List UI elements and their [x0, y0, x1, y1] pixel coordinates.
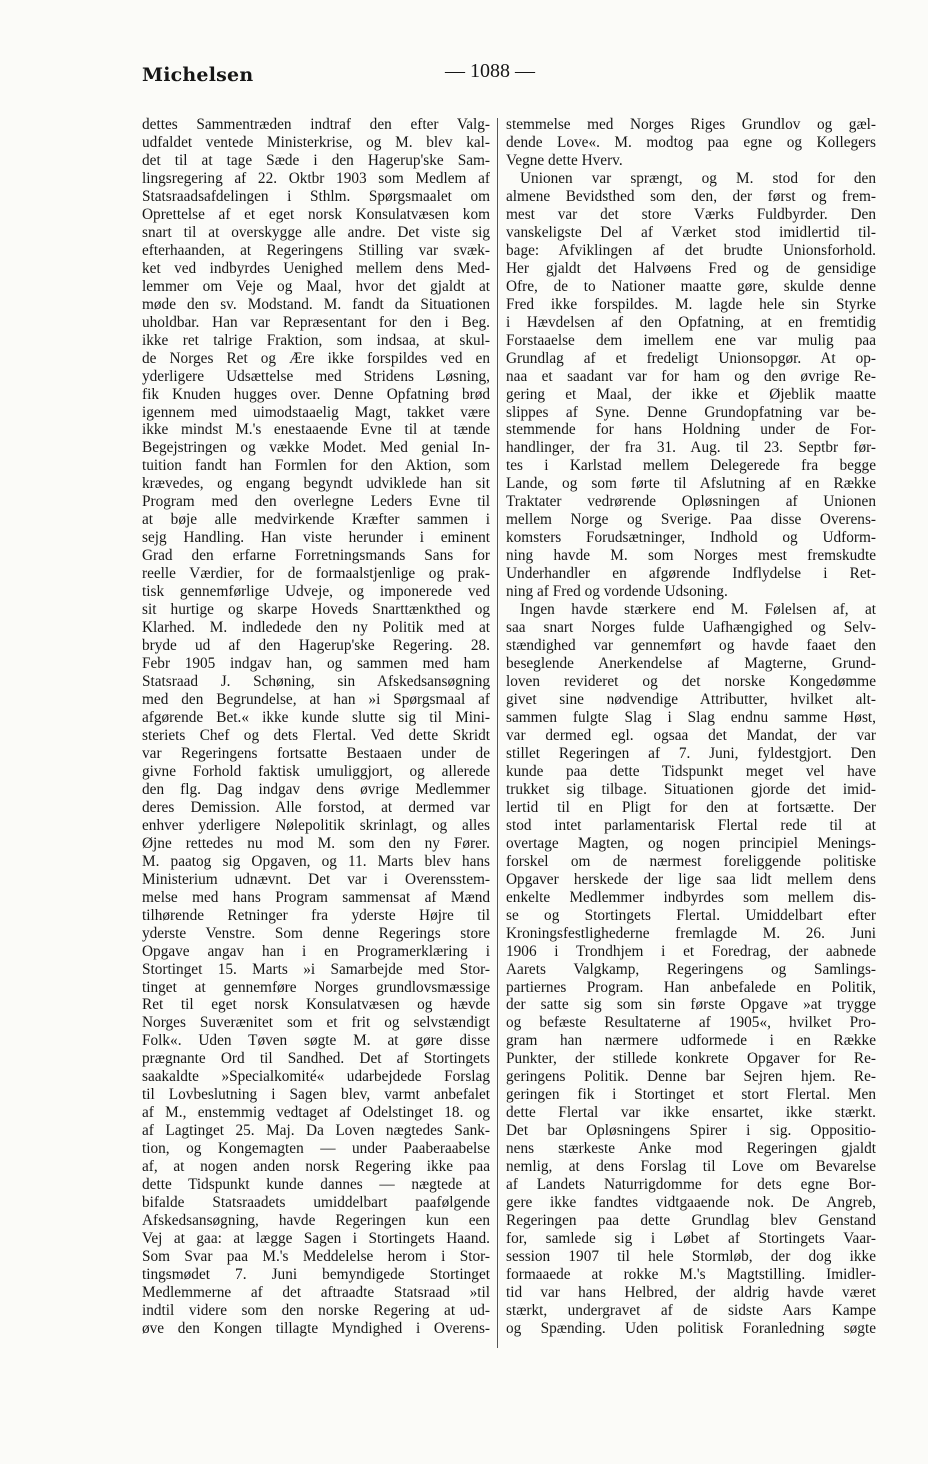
text-line: dette Flertal var ikke ensartet, ikke stærkt.	[506, 1104, 876, 1122]
text-line: enhver yderligere Nølepolitik skrinlagt, og alles	[142, 816, 490, 834]
text-line: Ministerium udnævnt. Det var i Overensstem-	[142, 870, 490, 888]
text-line: Opgave angav han i en Programerklæring i	[142, 942, 490, 960]
text-line: Folk«. Uden Tøven søgte M. at gøre disse	[142, 1032, 490, 1050]
text-line: igennem med uimodstaaelig Magt, takket være	[142, 403, 490, 421]
text-line: lertid til en Pligt for den at fortsætte. Der	[506, 798, 876, 816]
text-line: saa snart Norges fulde Uafhængighed og Selv-	[506, 619, 876, 637]
text-line: fik Knuden hugges over. Denne Opfatning brød	[142, 385, 490, 403]
text-line: afgørende Bet.« ikke kunde slutte sig til Mini-	[142, 708, 490, 726]
text-line: var Regeringens fortsatte Bestaaen under de	[142, 744, 490, 762]
text-line: formaaede at rokke M.'s Magtstilling. Imidler-	[506, 1266, 876, 1283]
text-line: partiernes Program. Han anbefalede en Politik,	[506, 978, 876, 996]
text-line: Klarhed. M. indledede den ny Politik med at	[142, 619, 490, 637]
text-line: der satte sig som sin første Opgave »at trygge	[506, 996, 876, 1014]
text-line: i Hævdelsen af den Opfatning, at en fremtidig	[506, 313, 876, 331]
text-line: Punkter, der stillede konkrete Opgaver for Re-	[506, 1050, 876, 1068]
text-line: deres Demission. Alle forstod, at dermed var	[142, 798, 490, 816]
column-divider	[497, 118, 498, 1348]
text-line: stemmelse med Norges Riges Grundlov og gæl-	[506, 116, 876, 133]
text-line: ning havde M. som Norges mest fremskudte	[506, 547, 876, 565]
text-line: Vegne dette Hverv.	[506, 151, 623, 169]
text-line: ning af Fred og vordende Udsoning.	[506, 583, 728, 601]
text-line: yderligere Udsættelse med Stridens Løsning,	[142, 367, 490, 385]
text-line: møde den sv. Modstand. M. fandt da Situationen	[142, 295, 490, 313]
left-column	[142, 116, 490, 1338]
text-line: Grad den erfarne Forretningsmands Sans for	[142, 547, 490, 565]
text-line: geringens Politik. Denne bar Sejren hjem. Re-	[506, 1068, 876, 1086]
text-line: ikke ret talrige Fraktion, som indsaa, at skul-	[142, 331, 490, 349]
text-line: Statsraad J. Schøning, sin Afskedsansøgning	[142, 673, 490, 691]
text-line: Lande, og som førte til Afslutning af en Række	[506, 475, 876, 493]
text-line: geringen fik i Stortinget et stort Flertal. Men	[506, 1086, 876, 1104]
text-line: Her gjaldt det Halvøens Fred og de gensidige	[506, 259, 876, 277]
text-line: af M., enstemmig vedtaget af Odelstinget 18. og	[142, 1104, 490, 1122]
text-line: Febr 1905 indgav han, og sammen med ham	[142, 655, 490, 673]
text-line: givne Forhold faktisk umuliggjort, og allerede	[142, 762, 490, 780]
text-line: nens stærkeste Anke mod Regeringen gjaldt	[506, 1140, 876, 1158]
text-line: stændighed var gennemført og havde faaet den	[506, 637, 876, 655]
text-line: ikke mindst M.'s enestaaende Evne til at tænde	[142, 421, 490, 439]
text-line: gering et Maal, der ikke et Øjeblik maatte	[506, 385, 876, 403]
text-line: vanskeligste Del af Værket stod imidlertid til-	[506, 223, 876, 241]
text-line: uholdbar. Han var Repræsentant for den i Beg.	[142, 313, 490, 331]
running-head: Michelsen	[142, 64, 254, 86]
text-line: Som Svar paa M.'s Meddelelse herom i Stor-	[142, 1248, 490, 1266]
text-line: Aarets Valgkamp, Regeringens og Samlings-	[506, 960, 876, 978]
text-line: til Lovbeslutning i Sagen blev, varmt anbefalet	[142, 1086, 490, 1104]
text-line: lemmer om Veje og Maal, hvor det gjaldt at	[142, 277, 490, 295]
text-line: stemmende for hans Holdning under de For-	[506, 421, 876, 439]
text-line: kunde paa dette Tidspunkt meget vel have	[506, 762, 876, 780]
page-number: — 1088 —	[445, 60, 535, 82]
text-line: nemlig, at dens Forslag til Love om Bevarelse	[506, 1158, 876, 1176]
text-line: Øjne rettedes nu mod M. som den ny Fører.	[142, 834, 490, 852]
text-line: Program med den overlegne Leders Evne til	[142, 493, 490, 511]
text-line: med den Begrundelse, at han »i Spørgsmaal af	[142, 691, 490, 708]
text-line: Opgaver herskede der lige saa lidt mellem dens	[506, 870, 876, 888]
text-line: indtil videre som den norske Regering at ud-	[142, 1301, 490, 1319]
text-line: ket ved indbyrdes Uenighed mellem dens Med-	[142, 259, 490, 277]
text-line: komsters Forudsætninger, Indhold og Udform-	[506, 529, 876, 547]
text-line: handlinger, der fra 31. Aug. til 23. Septbr før-	[506, 439, 876, 457]
text-line: bryde ud af den Hagerup'ske Regering. 28.	[142, 637, 490, 655]
text-line: Underhandler en afgørende Indflydelse i Ret-	[506, 565, 876, 583]
text-line: givet sine nødvendige Attributter, hvilket alt-	[506, 691, 876, 708]
text-line: og Spænding. Uden politisk Foranledning søgte	[506, 1319, 876, 1337]
text-line: melse med hans Program sammensat af Mænd	[142, 888, 490, 906]
text-line: tes i Karlstad mellem Delegerede fra begge	[506, 457, 876, 475]
text-line: beseglende Anerkendelse af Magterne, Grund-	[506, 655, 876, 673]
text-line: tisk gennemførlige Udveje, og imponerede ved	[142, 583, 490, 601]
text-line: tingsmødet 7. Juni bemyndigede Stortinget	[142, 1266, 490, 1283]
text-line: Grundlag af et fredeligt Unionsopgør. At op-	[506, 349, 876, 367]
text-line: Ingen havde stærkere end M. Følelsen af, at	[520, 601, 876, 619]
text-line: gram han nærmere udformede i en Række	[506, 1032, 876, 1050]
text-line: Det bar Opløsningens Spirer i sig. Oppositio-	[506, 1122, 876, 1140]
text-line: bage: Afviklingen af det brudte Unionsforhold.	[506, 241, 876, 259]
right-column	[506, 116, 876, 1338]
text-line: Regeringen paa dette Grundlag blev Genstand	[506, 1212, 876, 1230]
text-line: mellem Norge og Sverige. Paa disse Overens-	[506, 511, 876, 529]
text-line: stod intet parlamentarisk Flertal rede til at	[506, 816, 876, 834]
text-line: af, at nogen anden norsk Regering ikke paa	[142, 1158, 490, 1176]
text-line: Ret til eget norsk Konsulatvæsen og hævde	[142, 996, 490, 1014]
text-line: gere ikke fandtes vidtgaaende nok. De Angreb,	[506, 1194, 876, 1212]
text-line: Norges Suverænitet som et frit og selvstændigt	[142, 1014, 490, 1032]
page-header	[0, 0, 928, 100]
text-line: af Lagtinget 25. Maj. Da Loven nægtedes Sank-	[142, 1122, 490, 1140]
text-line: Fred ikke forspildes. M. lagde hele sin Styrke	[506, 295, 876, 313]
text-line: slippes af Syne. Denne Grundopfatning var be-	[506, 403, 876, 421]
text-line: steriets Chef og dets Flertal. Ved dette Skridt	[142, 726, 490, 744]
text-line: yderste Venstre. Som denne Regerings store	[142, 924, 490, 942]
text-line: dettes Sammentræden indtraf den efter Valg-	[142, 116, 490, 133]
text-line: dette Tidspunkt kunde dannes — nægtede at	[142, 1176, 490, 1194]
text-line: Statsraadsafdelingen i Sthlm. Spørgsmaalet om	[142, 187, 490, 205]
text-line: af Landets Naturrigdomme for dets egne Bor-	[506, 1176, 876, 1194]
text-line: tilhørende Retninger fra yderste Højre til	[142, 906, 490, 924]
text-line: efterhaanden, at Regeringens Stilling var svæk-	[142, 241, 490, 259]
text-line: forskel om de nærmest foreliggende politiske	[506, 852, 876, 870]
text-line: var dermed egl. ogsaa det Mandat, der var	[506, 726, 876, 744]
text-line: se og Stortingets Flertal. Umiddelbart efter	[506, 906, 876, 924]
text-line: M. paatog sig Opgaven, og 11. Marts blev hans	[142, 852, 490, 870]
text-line: den flg. Dag indgav dens øvrige Medlemmer	[142, 780, 490, 798]
text-line: mest var det store Værks Fuldbyrder. Den	[506, 205, 876, 223]
text-line: Forstaaelse dem imellem ene var mulig paa	[506, 331, 876, 349]
text-line: loven revideret og det norske Kongedømme	[506, 673, 876, 691]
text-line: Stortinget 15. Marts »i Samarbejde med Stor-	[142, 960, 490, 978]
text-line: og befæste Resultaterne af 1905«, hvilket Pro-	[506, 1014, 876, 1032]
text-line: Oprettelse af et eget norsk Konsulatvæsen kom	[142, 205, 490, 223]
text-line: tinget at gennemføre Norges grundlovsmæssige	[142, 978, 490, 996]
text-line: reelle Værdier, for de formaalstjenlige og prak-	[142, 565, 490, 583]
text-line: det til at tage Sæde i den Hagerup'ske Sam-	[142, 151, 490, 169]
text-line: Kroningsfestlighederne fremlagde M. 26. Juni	[506, 924, 876, 942]
text-line: saakaldte »Specialkomité« udarbejdede Forslag	[142, 1068, 490, 1086]
text-line: trukket sig tilbage. Situationen gjorde det imid-	[506, 780, 876, 798]
text-line: enkelte Medlemmer indbyrdes som mellem dis-	[506, 888, 876, 906]
text-line: dende Love«. M. modtog paa egne og Kollegers	[506, 133, 876, 151]
text-line: at bøje alle medvirkende Kræfter sammen i	[142, 511, 490, 529]
text-line: Begejstringen og vække Modet. Med genial In-	[142, 439, 490, 457]
text-line: Unionen var sprængt, og M. stod for den	[520, 169, 876, 187]
text-line: sit hurtige og skarpe Hoveds Snarttænkthed og	[142, 601, 490, 619]
text-line: almene Bevidsthed som den, der først og frem-	[506, 187, 876, 205]
text-line: øve den Kongen tillagte Myndighed i Overens-	[142, 1319, 490, 1337]
text-line: Afskedsansøgning, havde Regeringen kun een	[142, 1212, 490, 1230]
text-line: udfaldet ventede Ministerkrise, og M. blev kal-	[142, 133, 490, 151]
text-line: prægnante Ord til Sandhed. Det af Stortingets	[142, 1050, 490, 1068]
text-line: session 1907 til hele Stormløb, der dog ikke	[506, 1248, 876, 1266]
text-line: krævedes, og engang begyndt udviklede han sit	[142, 475, 490, 493]
text-line: de Norges Ret og Ære ikke forspildes ved en	[142, 349, 490, 367]
text-line: for, samlede sig i Løbet af Stortingets Vaar-	[506, 1230, 876, 1248]
text-line: Ofre, de to Nationer maatte gøre, skulde denne	[506, 277, 876, 295]
text-line: Medlemmerne af det aftraadte Statsraad »til	[142, 1283, 490, 1301]
text-line: tuition fandt han Formlen for den Aktion, som	[142, 457, 490, 475]
text-line: naa et saadant var for ham og den øvrige Re-	[506, 367, 876, 385]
text-line: stærkt, undergravet af de sidste Aars Kampe	[506, 1301, 876, 1319]
text-line: Vej at gaa: at lægge Sagen i Stortingets Haand.	[142, 1230, 490, 1248]
text-line: bifalde Statsraadets umiddelbart paafølgende	[142, 1194, 490, 1212]
text-line: tid var hans Helbred, der aldrig havde været	[506, 1283, 876, 1301]
text-line: snart til at overskygge alle andre. Det viste sig	[142, 223, 490, 241]
text-line: overtage Magten, og nogen principiel Menings-	[506, 834, 876, 852]
text-line: 1906 i Trondhjem i et Foredrag, der aabnede	[506, 942, 876, 960]
text-line: Traktater vedrørende Opløsningen af Unionen	[506, 493, 876, 511]
text-line: stillet Regeringen af 7. Juni, fyldestgjort. Den	[506, 744, 876, 762]
text-line: lingsregering af 22. Oktbr 1903 som Medlem af	[142, 169, 490, 187]
text-line: tion, og Kongemagten — under Paaberaabelse	[142, 1140, 490, 1158]
text-line: sejg Handling. Han viste herunder i eminent	[142, 529, 490, 547]
text-line: sammen fulgte Slag i Slag endnu samme Høst,	[506, 708, 876, 726]
